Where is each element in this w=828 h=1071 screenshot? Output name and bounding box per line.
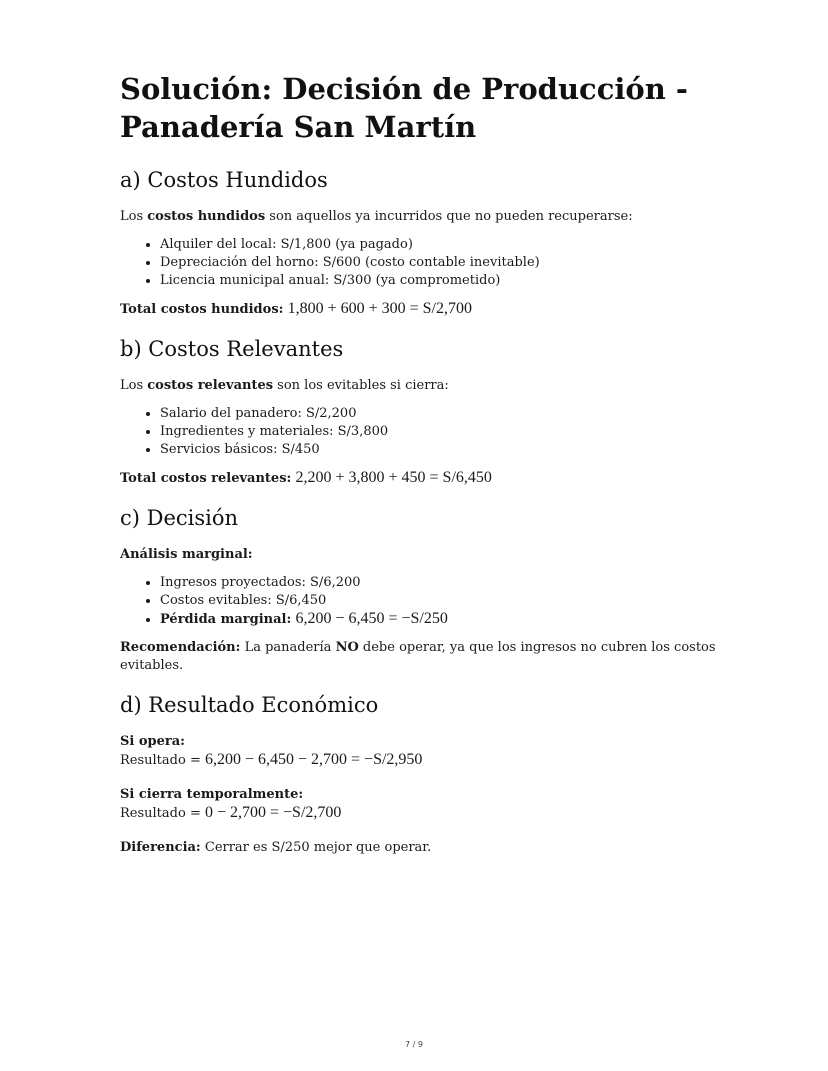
page-title: Solución: Decisión de Producción - Panadería San Martín [120,72,688,144]
list-item: • Licencia municipal anual: S/300 (ya comprometido) [160,272,720,290]
math-expression: 2,200 + 3,800 + 450 = S/6,450 [295,469,492,486]
math-expression: 1,800 + 600 + 300 = S/2,700 [287,300,472,317]
list-item: • Pérdida marginal: 6,200 − 6,450 = −S/250 [160,610,720,629]
list-item: • Ingredientes y materiales: S/3,800 [160,423,720,441]
page-number: 7 / 9 [405,1040,423,1049]
list-item: • Salario del panadero: S/2,200 [160,405,720,423]
list-item: • Depreciación del horno: S/600 (costo contable inevitable) [160,254,720,272]
math-expression: 6,200 − 6,450 − 2,700 = −S/2,950 [204,751,423,768]
recommendation: Recomendación: La panadería NO debe operar, ya que los ingresos no cubren los costos evitables. [120,640,716,673]
math-expression: 6,200 − 6,450 = −S/250 [295,610,448,627]
document-page [120,70,720,867]
list-item: • Ingresos proyectados: S/6,200 [160,574,720,592]
section-b-intro: Los costos relevantes son los evitables si cierra: [120,378,449,393]
list-item: • Alquiler del local: S/1,800 (ya pagado) [160,236,720,254]
close-result: Si cierra temporalmente: Resultado = 0 − 2,700 = −S/2,700 [120,787,342,821]
sunk-cost-list [120,236,720,290]
section-a-heading: a) Costos Hundidos [120,168,328,192]
math-expression: 0 − 2,700 = −S/2,700 [204,804,342,821]
marginal-analysis-list [120,574,720,629]
section-b-heading: b) Costos Relevantes [120,337,344,361]
section-c-heading: c) Decisión [120,506,239,530]
list-item: • Costos evitables: S/6,450 [160,592,720,610]
list-item: • Servicios básicos: S/450 [160,441,720,459]
difference: Diferencia: Cerrar es S/250 mejor que operar. [120,840,432,855]
operate-result: Si opera: Resultado = 6,200 − 6,450 − 2,700 = −S/2,950 [120,734,423,768]
sunk-cost-total: Total costos hundidos: 1,800 + 600 + 300 = S/2,700 [120,300,472,317]
section-a-intro: Los costos hundidos son aquellos ya incurridos que no pueden recuperarse: [120,209,633,224]
relevant-cost-total: Total costos relevantes: 2,200 + 3,800 + 450 = S/6,450 [120,469,492,486]
section-d-heading: d) Resultado Económico [120,693,379,717]
analysis-label: Análisis marginal: [120,547,253,562]
relevant-cost-list [120,405,720,459]
